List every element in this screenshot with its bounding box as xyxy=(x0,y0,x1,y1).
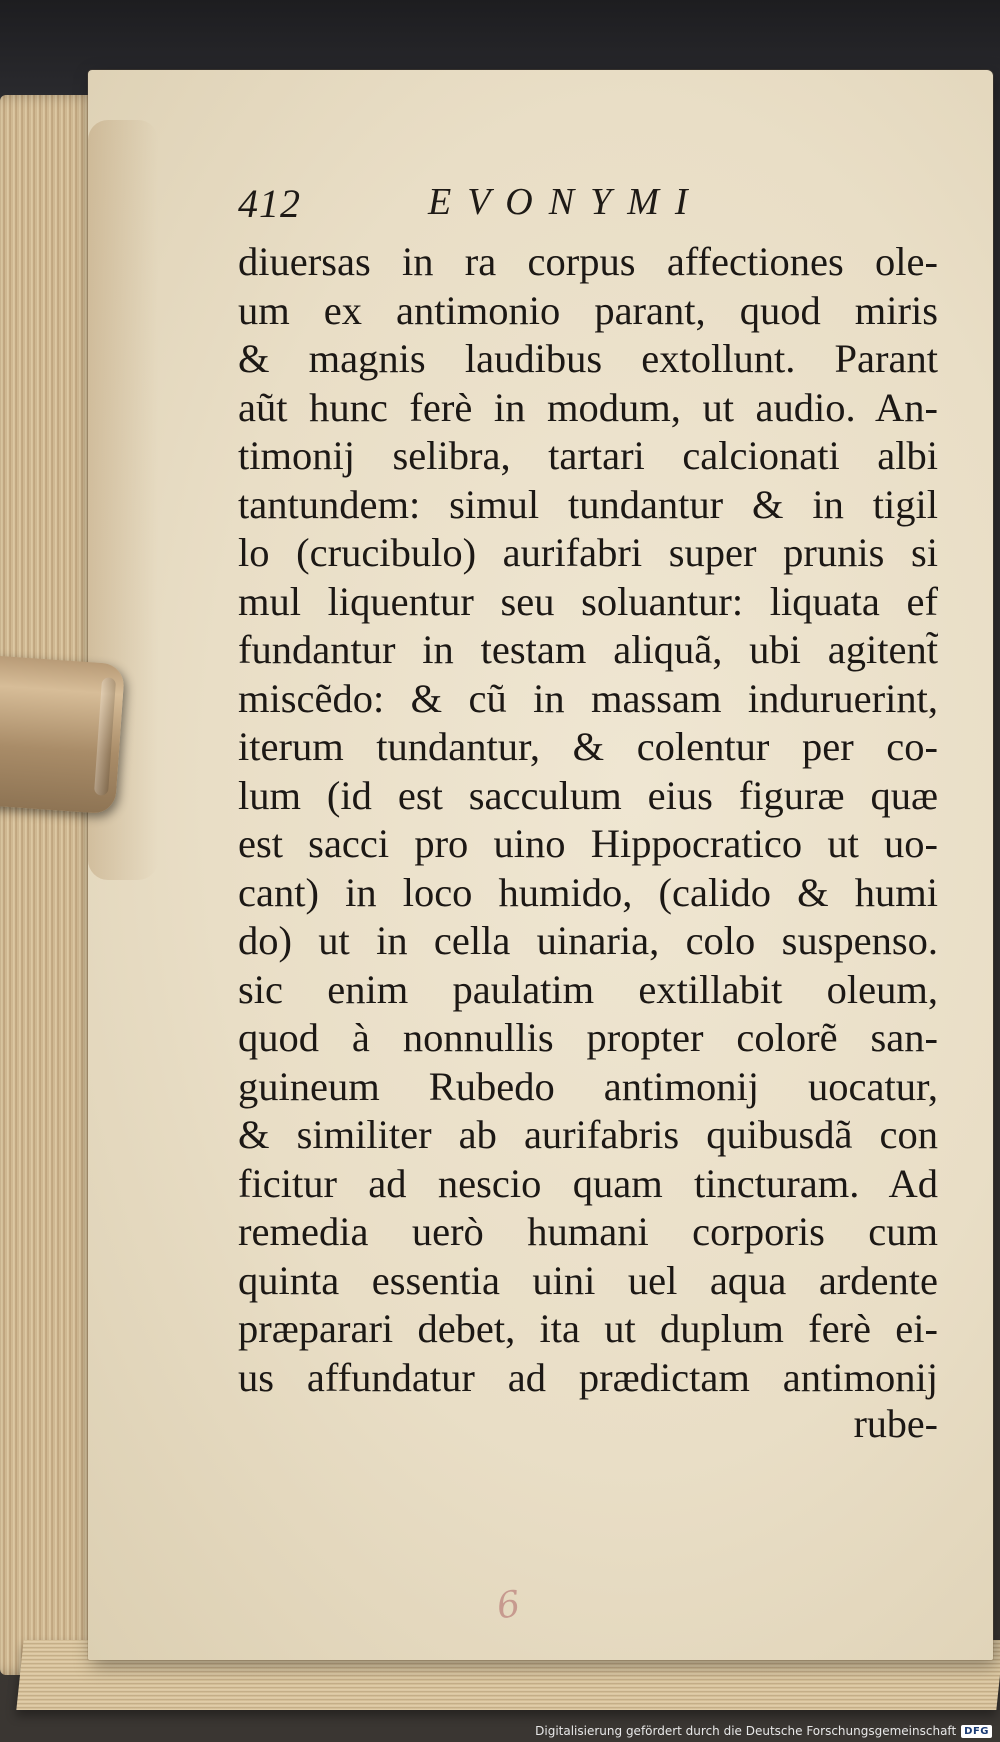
page-number: 412 xyxy=(238,181,301,226)
text-line: guineum Rubedo antimonij uocatur, xyxy=(238,1063,938,1109)
running-title: EVONYMI xyxy=(428,181,704,223)
dfg-logo: DFG xyxy=(961,1725,992,1738)
text-line: cant) in loco humido, (calido & humi xyxy=(238,869,938,915)
text-line: quod à nonnullis propter colorẽ san- xyxy=(238,1015,938,1060)
catchword: rube- xyxy=(853,1401,938,1446)
text-line: fundantur in testam aliquã, ubi agitent̃ xyxy=(238,627,938,672)
book-page-edges xyxy=(0,95,100,1675)
text-line: aũt hunc ferè in modum, ut audio. An- xyxy=(238,384,938,430)
digitization-credit xyxy=(535,1724,992,1738)
text-line: iterum tundantur, & colentur per co- xyxy=(238,724,938,769)
text-line: diuersas in ra corpus affectiones ole- xyxy=(238,239,938,284)
text-line: do) ut in cella uinaria, colo suspenso. xyxy=(238,918,938,963)
book-clamp xyxy=(0,656,125,815)
credit-text: Digitalisierung gefördert durch die Deutsche Forschungsgemeinschaft xyxy=(535,1724,957,1738)
text-line: mul liquentur seu soluantur: liquata ef xyxy=(238,578,938,624)
text-line: um ex antimonio parant, quod miris xyxy=(238,287,938,333)
text-line: lo (crucibulo) aurifabri super prunis si xyxy=(238,530,938,575)
text-line: remedia uerò humani corporis cum xyxy=(238,1209,938,1254)
running-head xyxy=(238,180,938,240)
text-line: & magnis laudibus extollunt. Parant xyxy=(238,336,938,381)
text-line: sic enim paulatim extillabit oleum, xyxy=(238,966,938,1012)
text-line: lum (id est sacculum eius figuræ quæ xyxy=(238,772,938,818)
text-line: præparari debet, ita ut duplum ferè ei- xyxy=(238,1306,938,1351)
pencil-annotation: 6 xyxy=(494,1583,523,1628)
text-line: & similiter ab aurifabris quibusdã con xyxy=(238,1112,938,1157)
text-line: us affundatur ad prædictam antimonij xyxy=(238,1354,938,1400)
text-line: quinta essentia uini uel aqua ardente xyxy=(238,1257,938,1303)
text-line: ficitur ad nescio quam tincturam. Ad xyxy=(238,1160,938,1206)
text-line: miscẽdo: & cũ in massam induruerint, xyxy=(238,675,938,721)
body-text xyxy=(238,238,938,1402)
text-line: timonij selibra, tartari calcionati albi xyxy=(238,433,938,478)
text-line: tantundem: simul tundantur & in tigil xyxy=(238,481,938,527)
text-line: est sacci pro uino Hippocratico ut uo- xyxy=(238,821,938,866)
